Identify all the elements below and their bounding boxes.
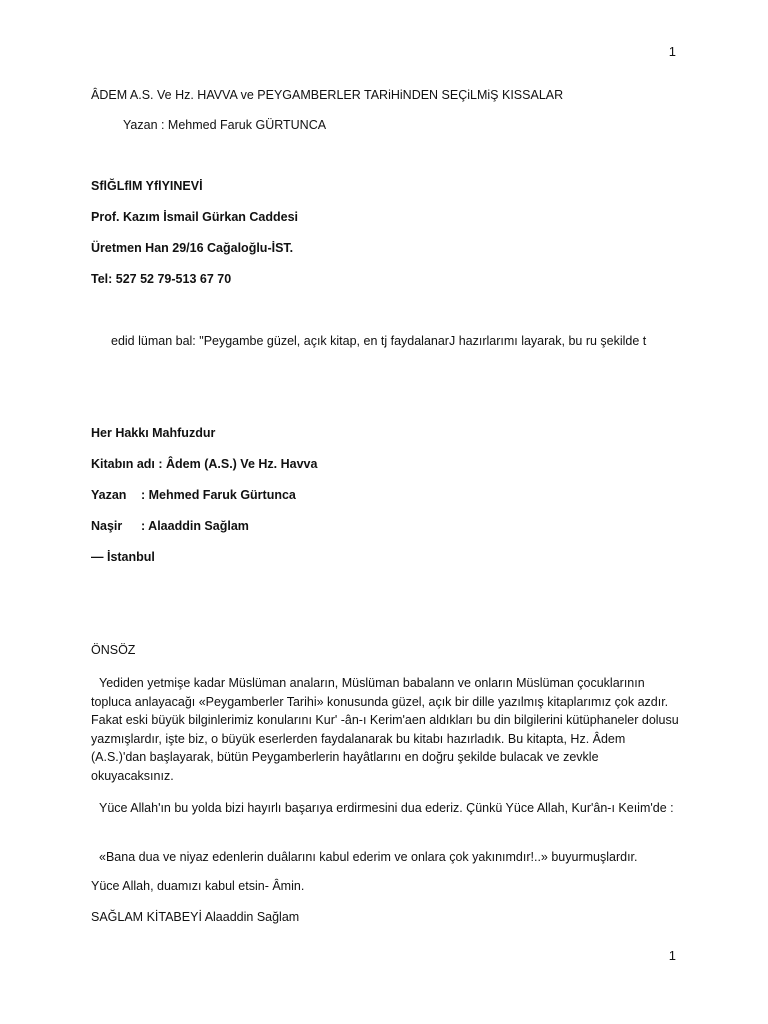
page-number-bottom: 1 — [668, 948, 676, 963]
preface-paragraph-3 — [91, 848, 679, 867]
preface-paragraph-1 — [91, 674, 679, 785]
author-imprint-label: Yazan — [91, 488, 127, 502]
preface-paragraph-2-text: Yüce Allah'ın bu yolda bizi hayırlı başarıya erdirmesini dua ederiz. Çünkü Yüce Allah, Kur'ân-ı Keıim'de : — [99, 801, 674, 815]
book-name-line: Kitabın adı : Âdem (A.S.) Ve Hz. Havva — [91, 457, 318, 471]
preface-heading: ÖNSÖZ — [91, 643, 136, 657]
rights-notice: Her Hakkı Mahfuzdur — [91, 426, 216, 440]
publisher-address-2: Üretmen Han 29/16 Cağaloğlu-İST. — [91, 241, 294, 255]
preface-paragraph-2 — [91, 799, 679, 818]
garbled-text-line: edid lüman bal: "Peygambe güzel, açık kitap, en tj faydalanarJ hazırlarımı layarak, bu ru şekilde t — [111, 334, 647, 348]
preface-paragraph-3-text: «Bana dua ve niyaz edenlerin duâlarını kabul ederim ve onlara çok yakınımdır!..» buyurmuşlardır. — [99, 850, 638, 864]
preface-paragraph-4: Yüce Allah, duamızı kabul etsin- Âmin. — [91, 879, 305, 893]
document-title: ÂDEM A.S. Ve Hz. HAVVA ve PEYGAMBERLER TARiHiNDEN SEÇiLMiŞ KISSALAR — [91, 88, 564, 102]
publisher-address-1: Prof. Kazım İsmail Gürkan Caddesi — [91, 210, 299, 224]
publisher-imprint-line — [91, 519, 249, 533]
author-imprint-line — [91, 488, 296, 502]
author-imprint-value: : Mehmed Faruk Gürtunca — [141, 488, 296, 502]
author-line: Yazan : Mehmed Faruk GÜRTUNCA — [123, 118, 327, 132]
preface-signature: SAĞLAM KİTABEYİ Alaaddin Sağlam — [91, 910, 300, 924]
preface-paragraph-1-text: Yediden yetmişe kadar Müslüman anaların, Müslüman babalann ve onların Müslüman çocuklarının topluca anlayacağı «Peygamberler Tarihi» konusunda güzel, açık bir dille yazılmış kitaplarımız çok azdır. Fakat eski büyük bilginlerimiz konularını Kur' -ân-ı Kerim'aen aldıkları bu din bilgilerini kütüphaneler dolusu yazmışlardır, işte biz, o büyük eserlerden faydalanarak bu kitabı hazırladık. Bu kitapta, Hz. Âdem (A.S.)'dan başlayarak, bütün Peygamberlerin hayâtlarını en doğru şekilde bulacak ve zevkle okuyacaksınız. — [91, 676, 679, 783]
page-number-top: 1 — [668, 44, 676, 59]
publisher-imprint-value: : Alaaddin Sağlam — [141, 519, 249, 533]
publisher-phone: Tel: 527 52 79-513 67 70 — [91, 272, 232, 286]
city-line: — İstanbul — [91, 550, 155, 564]
publisher-imprint-label: Naşir — [91, 519, 123, 533]
publisher-name: SflĞLflM YflYINEVİ — [91, 179, 203, 193]
